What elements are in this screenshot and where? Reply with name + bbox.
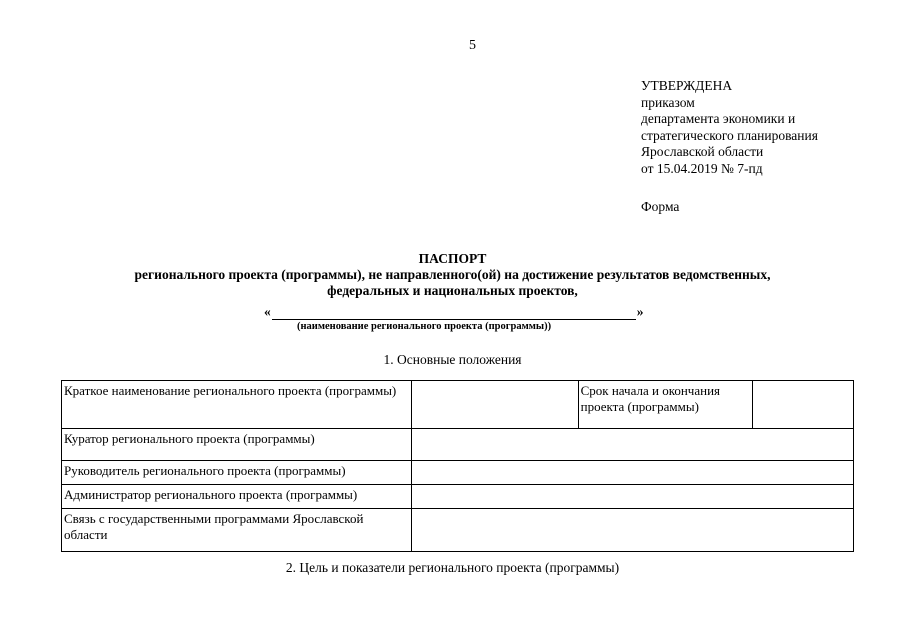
row-label: Связь с государственными программами Ярославской области — [62, 509, 412, 552]
project-name-caption: (наименование регионального проекта (программы)) — [297, 321, 552, 332]
row-value-cell[interactable] — [411, 485, 853, 509]
title-line-1: регионального проекта (программы), не направленного(ой) на достижение результатов ведомственных, — [134, 267, 771, 282]
row-value-cell[interactable] — [411, 509, 853, 552]
approval-line: от 15.04.2019 № 7-пд — [641, 160, 763, 176]
open-quote: « — [264, 304, 271, 319]
main-provisions-table — [61, 380, 854, 552]
approval-line: приказом — [641, 94, 695, 110]
row-label: Администратор регионального проекта (программы) — [62, 485, 412, 509]
project-name-field[interactable] — [264, 304, 644, 320]
table-row — [62, 381, 854, 429]
table-row — [62, 429, 854, 461]
table-row — [62, 461, 854, 485]
approval-line: департамента экономики и — [641, 111, 796, 126]
row-label: Руководитель регионального проекта (программы) — [62, 461, 412, 485]
row-value-cell[interactable] — [411, 429, 853, 461]
row-value-cell[interactable] — [411, 381, 578, 429]
row-value-cell[interactable] — [411, 461, 853, 485]
table-row — [62, 509, 854, 552]
approval-line: Ярославской области — [641, 144, 764, 159]
table-row — [62, 485, 854, 509]
title-line-2: федеральных и национальных проектов, — [327, 283, 578, 298]
row-value-cell[interactable] — [752, 381, 853, 429]
form-label: Форма — [641, 199, 680, 214]
section-2-heading: 2. Цель и показатели регионального проекта (программы) — [285, 560, 620, 575]
section-1-heading: 1. Основные положения — [383, 352, 522, 367]
close-quote: » — [636, 304, 644, 319]
title-main: ПАСПОРТ — [418, 251, 487, 266]
approval-line: УТВЕРЖДЕНА — [641, 78, 733, 93]
approval-stamp-block — [641, 78, 818, 177]
row-label: Срок начала и окончания проекта (программы) — [578, 381, 752, 429]
project-name-underline[interactable] — [272, 307, 636, 320]
row-label: Краткое наименование регионального проекта (программы) — [62, 381, 412, 429]
document-title — [0, 250, 905, 299]
row-label: Куратор регионального проекта (программы) — [62, 429, 412, 461]
approval-line: стратегического планирования — [641, 127, 818, 143]
page-number: 5 — [469, 38, 476, 53]
